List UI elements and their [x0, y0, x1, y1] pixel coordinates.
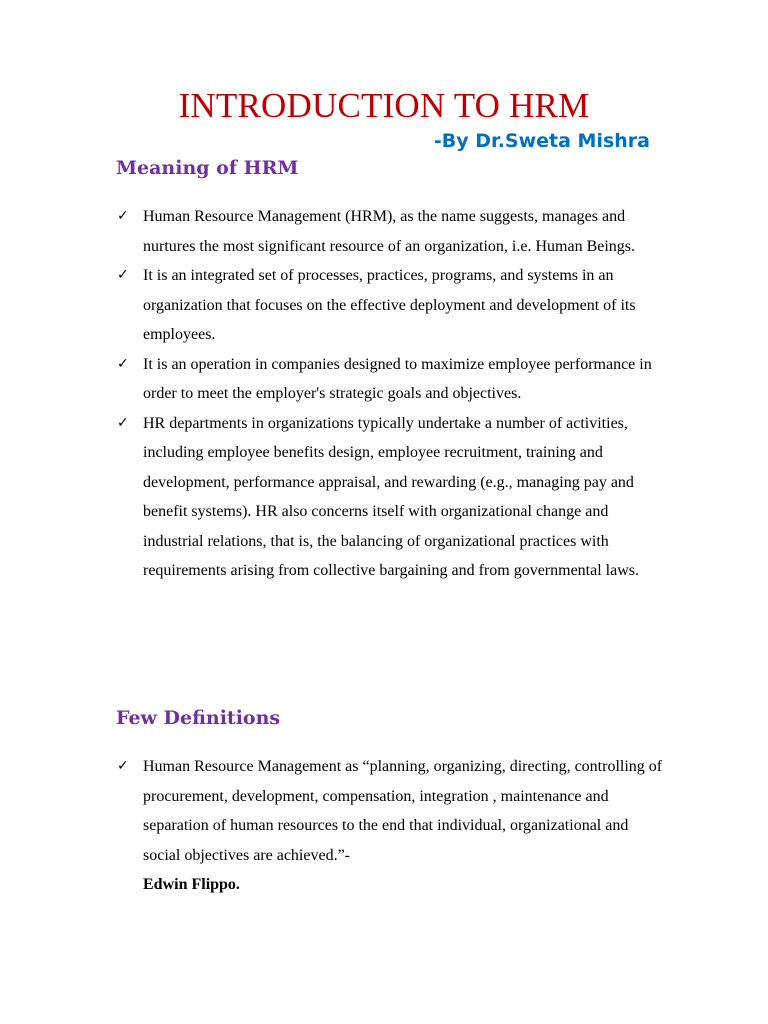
list-item-text: It is an operation in companies designed to maximize employee performance in order to meet the employer's strategic goals and objectives.: [143, 355, 652, 402]
definitions-list: [0, 752, 668, 900]
check-mark-icon: ✓: [117, 208, 129, 224]
definition-attribution: Edwin Flippo.: [143, 876, 240, 893]
check-mark-icon: ✓: [117, 355, 129, 372]
list-item: [0, 350, 668, 409]
list-item-text: HR departments in organizations typically undertake a number of activities, including employee benefits design, employee recruitment, training and development, performance appraisal, and rewarding (e.g., managing pay and benefit systems). HR also concerns itself with organizational change and industrial relations, that is, the balancing of organizational practices with requirements arising from collective bargaining and from governmental laws.: [143, 414, 639, 579]
check-mark-icon: ✓: [117, 758, 129, 774]
author-byline: -By Dr.Sweta Mishra: [433, 130, 650, 152]
list-item-text: It is an integrated set of processes, practices, programs, and systems in an organization that focuses on the effective deployment and development of its employees.: [143, 267, 636, 343]
check-mark-icon: ✓: [117, 414, 129, 431]
list-item-text: Human Resource Management (HRM), as the name suggests, manages and nurtures the most significant resource of an organization, i.e. Human Beings.: [143, 208, 636, 255]
list-item: [0, 752, 668, 900]
section-heading-definitions: Few Definitions: [116, 707, 281, 729]
check-mark-icon: ✓: [117, 267, 129, 283]
definition-text: Human Resource Management as “planning, organizing, directing, controlling of procurement, development, compensation, integration , maintenance and separation of human resources to the end that individual, organizational and social objectives are achieved.”-: [143, 758, 663, 864]
list-item: [0, 202, 668, 261]
meaning-list: [0, 202, 668, 586]
list-item: [0, 261, 668, 350]
list-item: [0, 409, 668, 586]
section-heading-meaning: Meaning of HRM: [116, 157, 299, 179]
document-title: INTRODUCTION TO HRM: [178, 86, 590, 125]
